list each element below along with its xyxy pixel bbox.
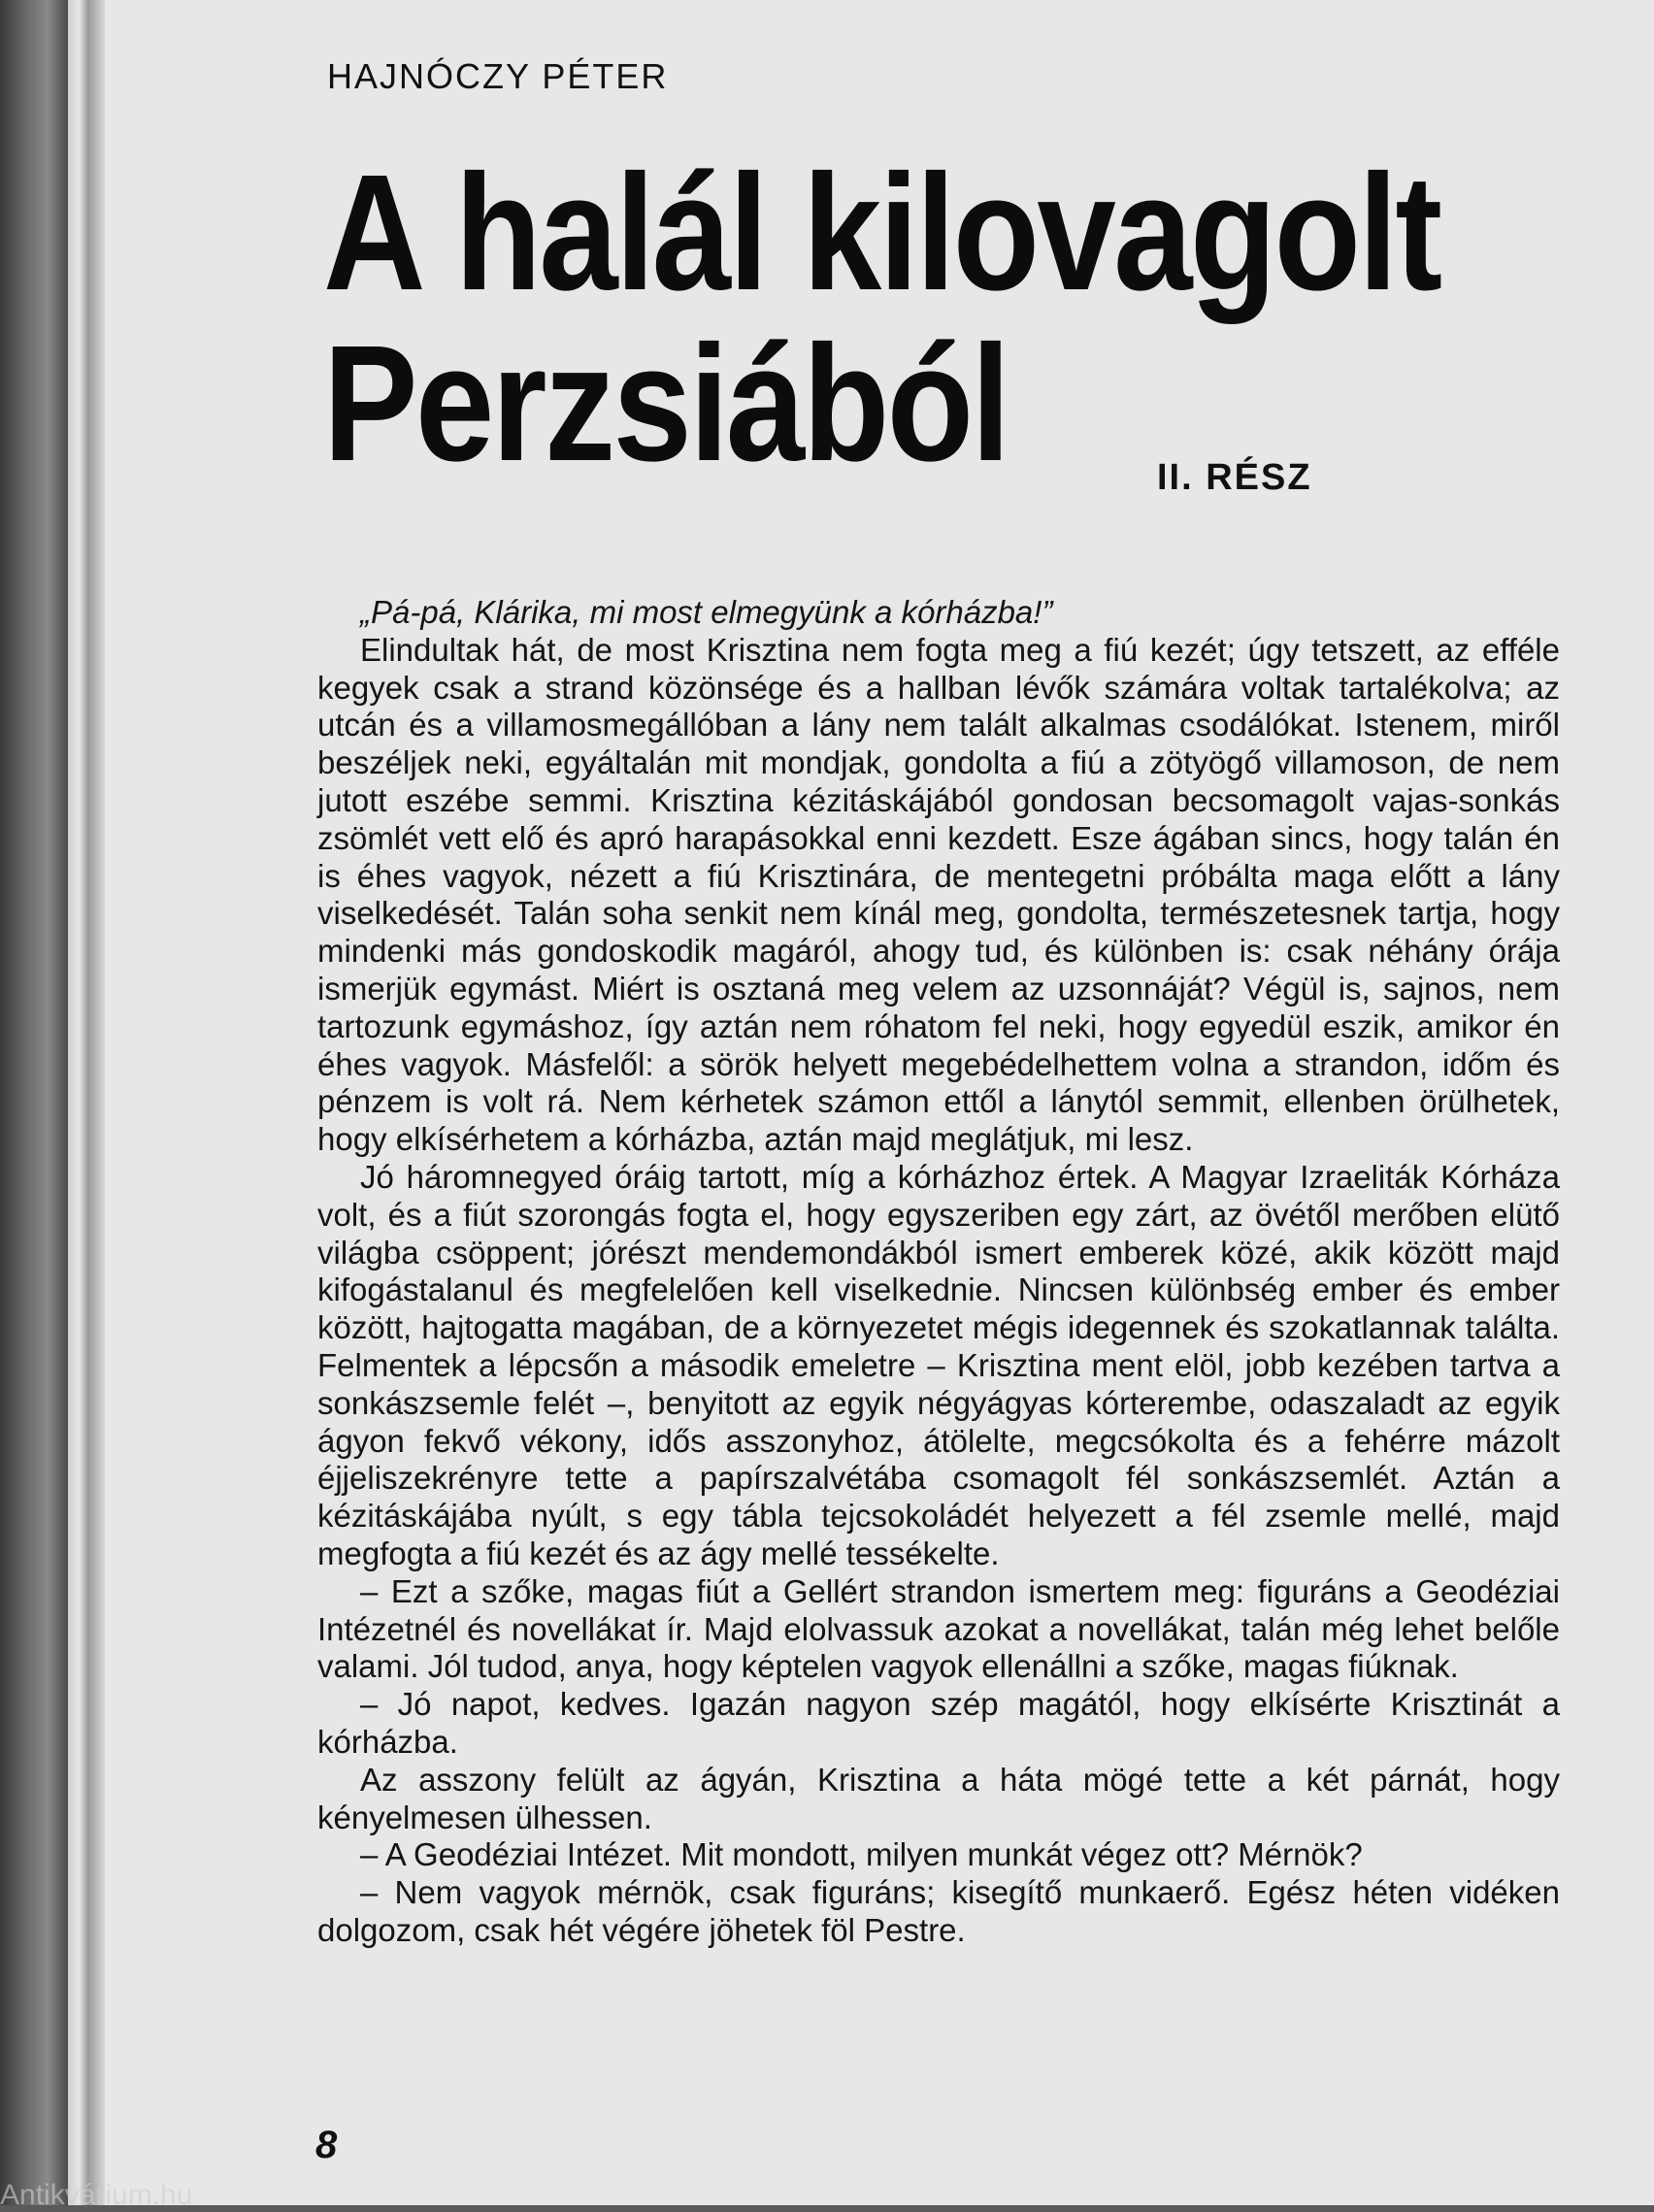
paragraph: – A Geodéziai Intézet. Mit mondott, milyen munkát végez ott? Mérnök? <box>360 1836 1363 1873</box>
author-name: HAJNÓCZY PÉTER <box>327 56 669 96</box>
article-title <box>323 141 1440 496</box>
paragraph: Elindultak hát, de most Krisztina nem fogta meg a fiú kezét; úgy tetszett, az efféle kegyek csak a strand közönsége és a hallban lévők számára voltak tartalékolva; az utcán és a villamosmegállóban a lány nem talált alkalmas csodálókat. Istenem, miről beszéljek neki, egyáltalán mit mondjak, gondolta a fiú a zötyögő villamoson, de nem jutott eszébe semmi. Krisztina kézitáskájából gondosan becsomagolt vajas-sonkás zsömlét vett elő és apró harapásokkal enni kezdett. Esze ágában sincs, hogy talán én is éhes vagyok, nézett a fiú Krisztinára, de mentegetni próbálta maga előtt a lány viselkedését. Talán soha senkit nem kínál meg, gondolta, természetesnek tartja, hogy mindenki más gondoskodik magáról, ahogy tud, és különben is: csak néhány órája ismerjük egymást. Miért is osztaná meg velem az uzsonnáját? Végül is, sajnos, nem tartozunk egymáshoz, így aztán nem róhatom fel neki, hogy egyedül eszik, amikor én éhes vagyok. Másfelől: a sörök helyett megebédelhettem volna a strandon, időm és pénzem is volt rá. Nem kérhetek számon ettől a lánytól semmit, ellenben örülhetek, hogy elkísérhetem a kórházba, aztán majd meglátjuk, mi lesz. <box>317 631 1560 1158</box>
article-body <box>317 594 1560 1950</box>
paragraph: – Nem vagyok mérnök, csak figuráns; kisegítő munkaerő. Egész héten vidéken dolgozom, csak hét végére jöhetek föl Pestre. <box>317 1874 1560 1948</box>
title-line-2: Perzsiából <box>323 312 1009 496</box>
page-gutter <box>68 0 105 2205</box>
paragraph: Az asszony felült az ágyán, Krisztina a háta mögé tette a két párnát, hogy kényelmesen ülhessen. <box>317 1761 1560 1835</box>
title-line-1: A halál kilovagolt <box>323 141 1440 325</box>
paragraph: Jó háromnegyed óráig tartott, míg a kórházhoz értek. A Magyar Izraeliták Kórháza volt, és a fiút szorongás fogta el, hogy egyszeriben egy zárt, az övétől merőben elütő világba csöppent; jórészt mendemondákból ismert emberek közé, akik között majd kifogástalanul és megfelelően kell viselkednie. Nincsen különbség ember és ember között, hajtogatta magában, de a környezetet mégis idegennek és szokatlannak találta. Felmentek a lépcsőn a második emeletre – Krisztina ment elöl, jobb kezében tartva a sonkászsemle felét –, benyitott az egyik négyágyas kórterembe, odaszaladt az egyik ágyon fekvő vékony, idős asszonyhoz, átölelte, megcsókolta és a fehérre mázolt éjjeliszekrényre tette a papírszalvétába csomagolt fél sonkászsemlét. Aztán a kézitáskájába nyúlt, s egy tábla tejcsokoládét helyezett a fél zsemle mellé, majd megfogta a fiú kezét és az ágy mellé tessékelte. <box>317 1158 1560 1571</box>
page-number: 8 <box>315 2124 338 2166</box>
book-binding <box>0 0 68 2205</box>
watermark: Antikvárium.hu <box>0 2179 193 2211</box>
paragraph: – Ezt a szőke, magas fiút a Gellért strandon ismertem meg: figuráns a Geodéziai Intézetnél és novellákat ír. Majd elolvassuk azokat a novellákat, talán még lehet belőle valami. Jól tudod, anya, hogy képtelen vagyok ellenállni a szőke, magas fiúknak. <box>317 1572 1560 1685</box>
paragraph-opening-quote: „Pá-pá, Klárika, mi most elmegyünk a kórházba!” <box>360 594 1053 630</box>
part-label: II. RÉSZ <box>1157 457 1312 498</box>
paragraph: – Jó napot, kedves. Igazán nagyon szép magától, hogy elkísérte Krisztinát a kórházba. <box>317 1686 1560 1760</box>
